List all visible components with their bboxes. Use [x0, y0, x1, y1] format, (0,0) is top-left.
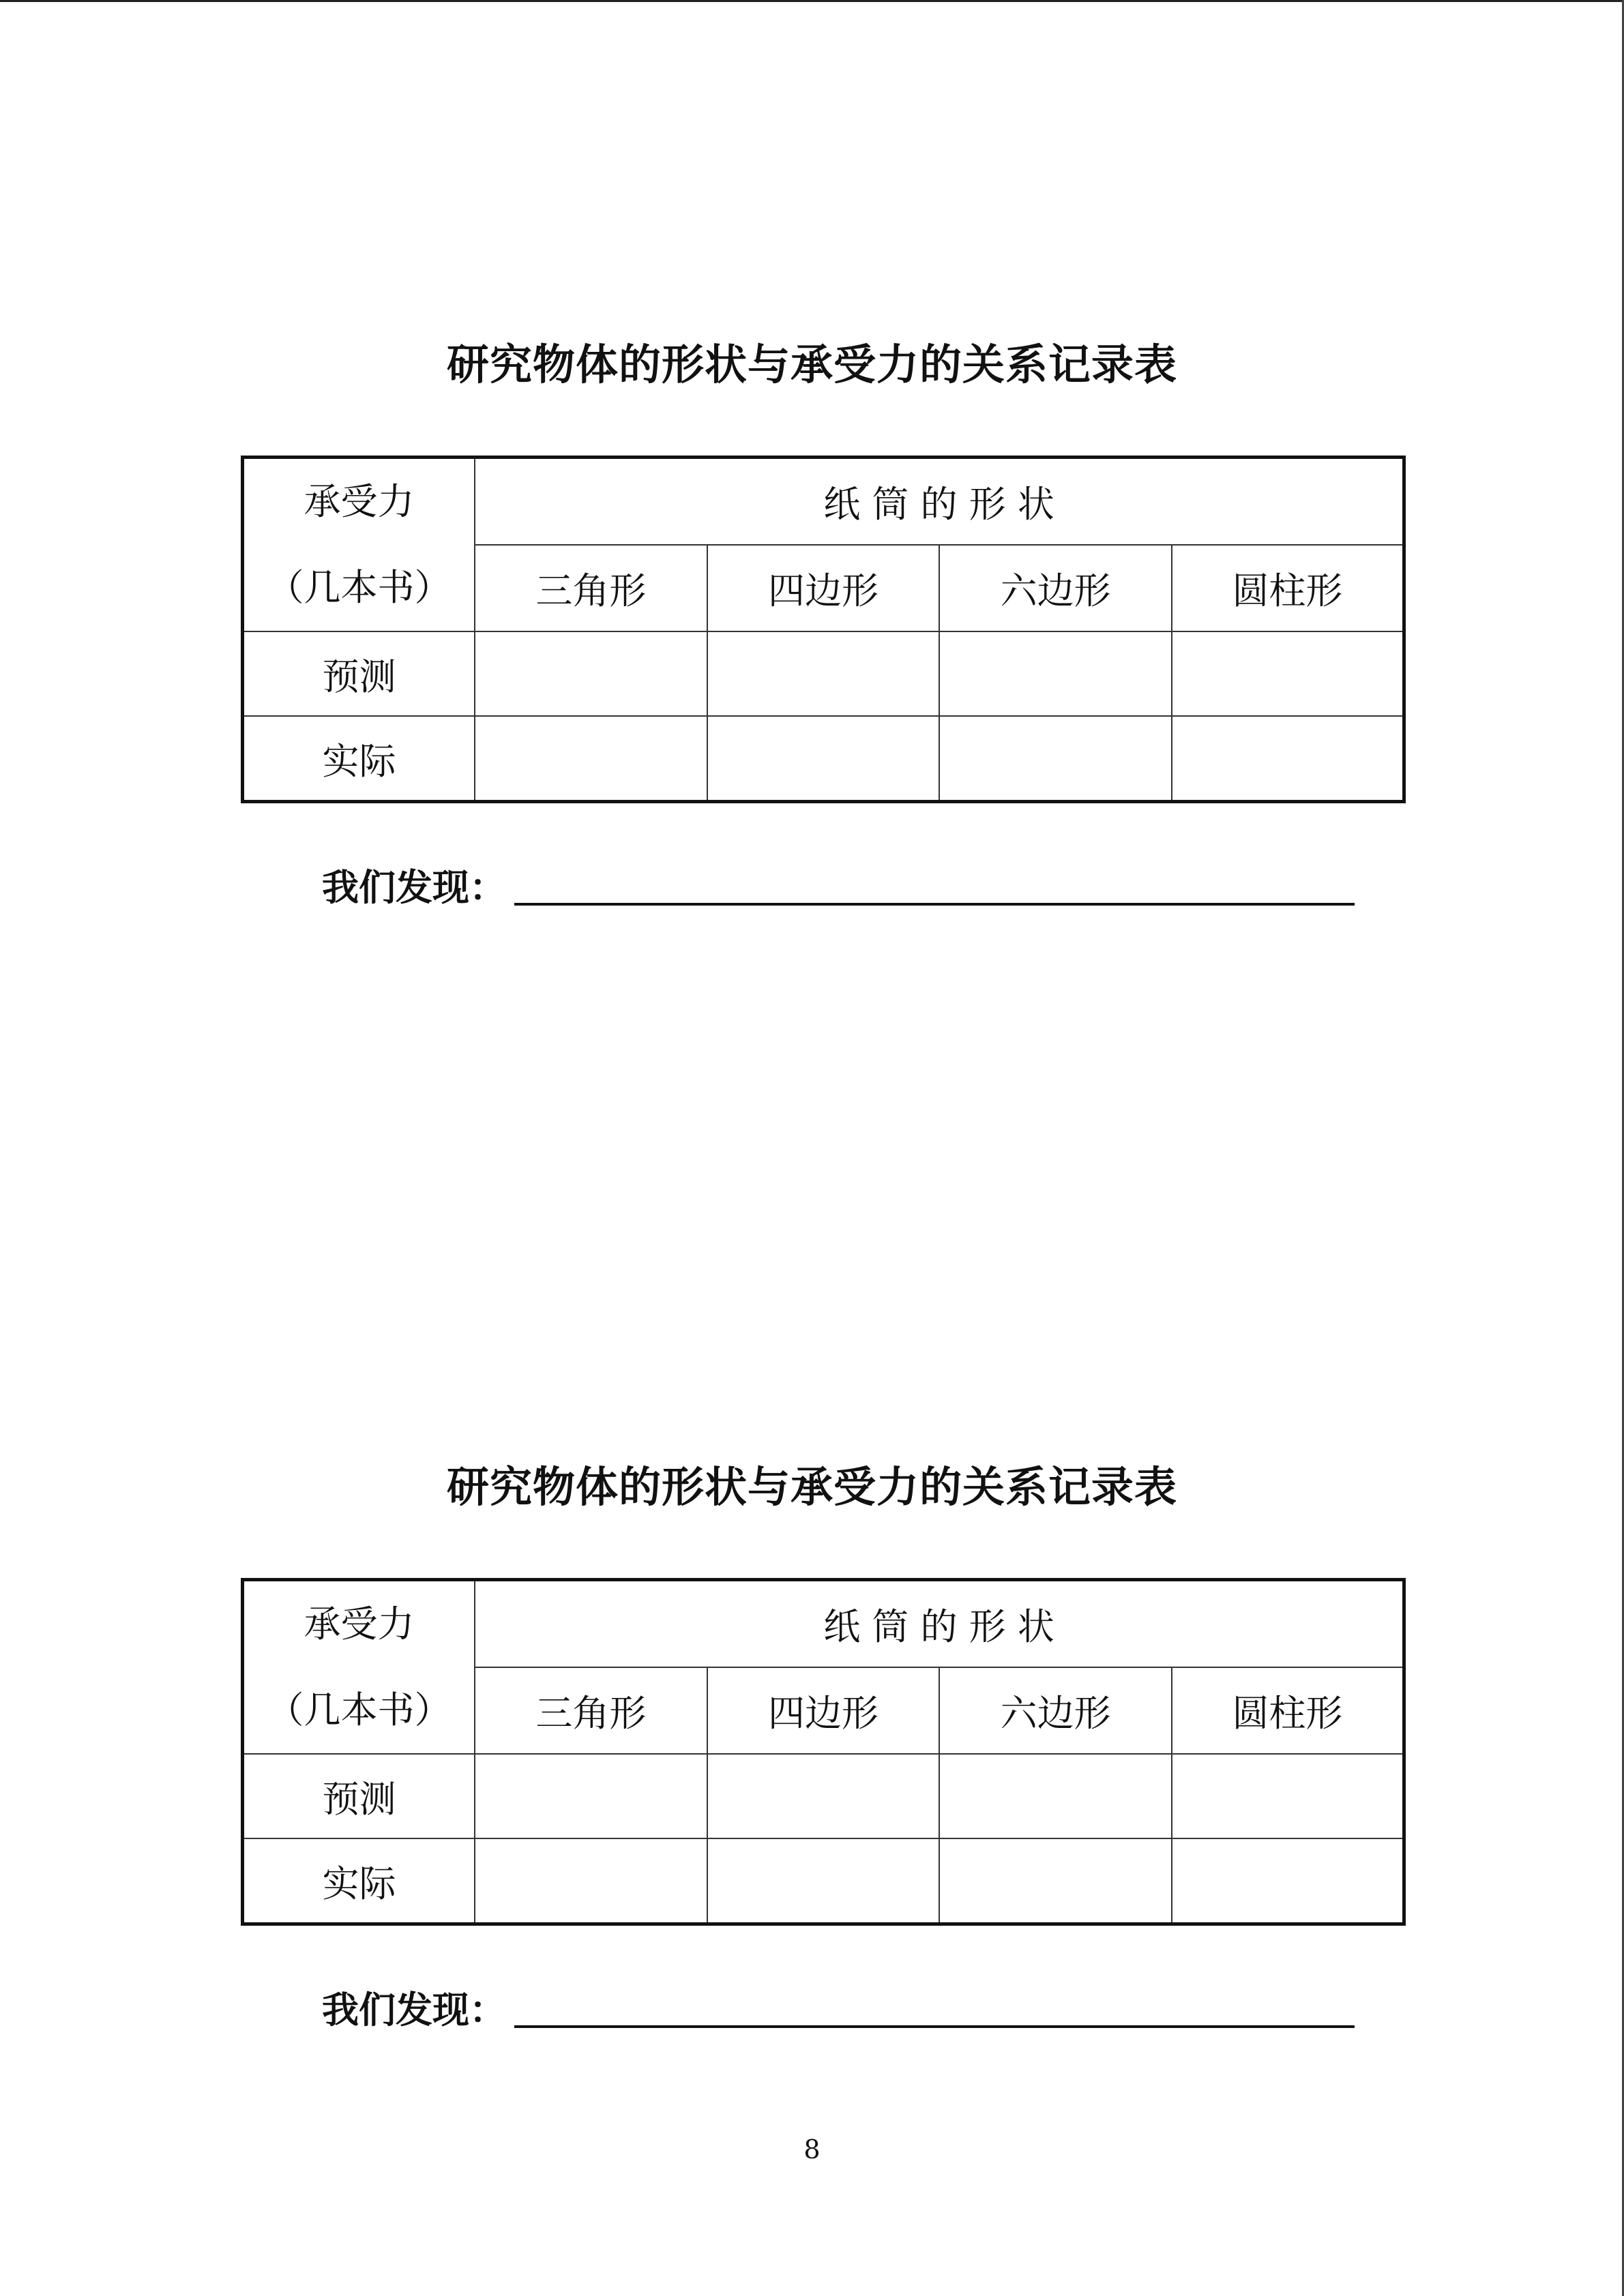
row-label: 预测	[243, 631, 475, 716]
entry-cell[interactable]	[475, 1754, 707, 1838]
row-label: 预测	[243, 1754, 475, 1838]
entry-cell[interactable]	[939, 716, 1172, 802]
column-header: 六边形	[939, 1667, 1172, 1754]
column-header: 三角形	[475, 545, 707, 631]
entry-cell[interactable]	[939, 1838, 1172, 1924]
corner-header-line2: （几本书）	[267, 1688, 452, 1731]
record-section-2	[0, 1457, 1624, 2070]
entry-cell[interactable]	[1172, 1838, 1404, 1924]
table-row	[243, 1838, 1404, 1924]
entry-cell[interactable]	[939, 631, 1172, 716]
corner-header	[243, 1580, 475, 1755]
record-section-1	[0, 334, 1624, 948]
finding-label: 我们发现：	[322, 866, 506, 909]
record-table	[241, 456, 1406, 803]
entry-cell[interactable]	[707, 1754, 940, 1838]
finding-line	[322, 866, 1413, 910]
corner-header-line1: 承受力	[304, 480, 415, 523]
entry-cell[interactable]	[707, 631, 940, 716]
corner-header-line2: （几本书）	[267, 566, 452, 609]
table-title: 研究物体的形状与承受力的关系记录表	[446, 1462, 1177, 1512]
corner-header	[243, 458, 475, 632]
page-number: 8	[803, 2134, 821, 2164]
row-label: 实际	[243, 716, 475, 802]
column-header: 圆柱形	[1172, 1667, 1404, 1754]
column-header: 四边形	[707, 545, 940, 631]
finding-line	[322, 1988, 1413, 2032]
entry-cell[interactable]	[475, 1838, 707, 1924]
record-table	[241, 1578, 1406, 1926]
table-row	[243, 716, 1404, 802]
finding-label: 我们发现：	[322, 1988, 506, 2031]
entry-cell[interactable]	[1172, 631, 1404, 716]
entry-cell[interactable]	[939, 1754, 1172, 1838]
table-title: 研究物体的形状与承受力的关系记录表	[446, 340, 1177, 389]
entry-cell[interactable]	[1172, 716, 1404, 802]
finding-answer-blank[interactable]	[514, 2025, 1355, 2028]
entry-cell[interactable]	[707, 1838, 940, 1924]
finding-answer-blank[interactable]	[514, 903, 1355, 906]
entry-cell[interactable]	[707, 716, 940, 802]
entry-cell[interactable]	[1172, 1754, 1404, 1838]
page-top-border	[0, 0, 1624, 2]
corner-header-line1: 承受力	[304, 1602, 415, 1645]
group-header: 纸 筒 的 形 状	[475, 1580, 1404, 1668]
column-header: 四边形	[707, 1667, 940, 1754]
entry-cell[interactable]	[475, 716, 707, 802]
entry-cell[interactable]	[475, 631, 707, 716]
table-row	[243, 1754, 1404, 1838]
row-label: 实际	[243, 1838, 475, 1924]
column-header: 圆柱形	[1172, 545, 1404, 631]
group-header: 纸 筒 的 形 状	[475, 458, 1404, 546]
column-header: 三角形	[475, 1667, 707, 1754]
table-row	[243, 631, 1404, 716]
column-header: 六边形	[939, 545, 1172, 631]
